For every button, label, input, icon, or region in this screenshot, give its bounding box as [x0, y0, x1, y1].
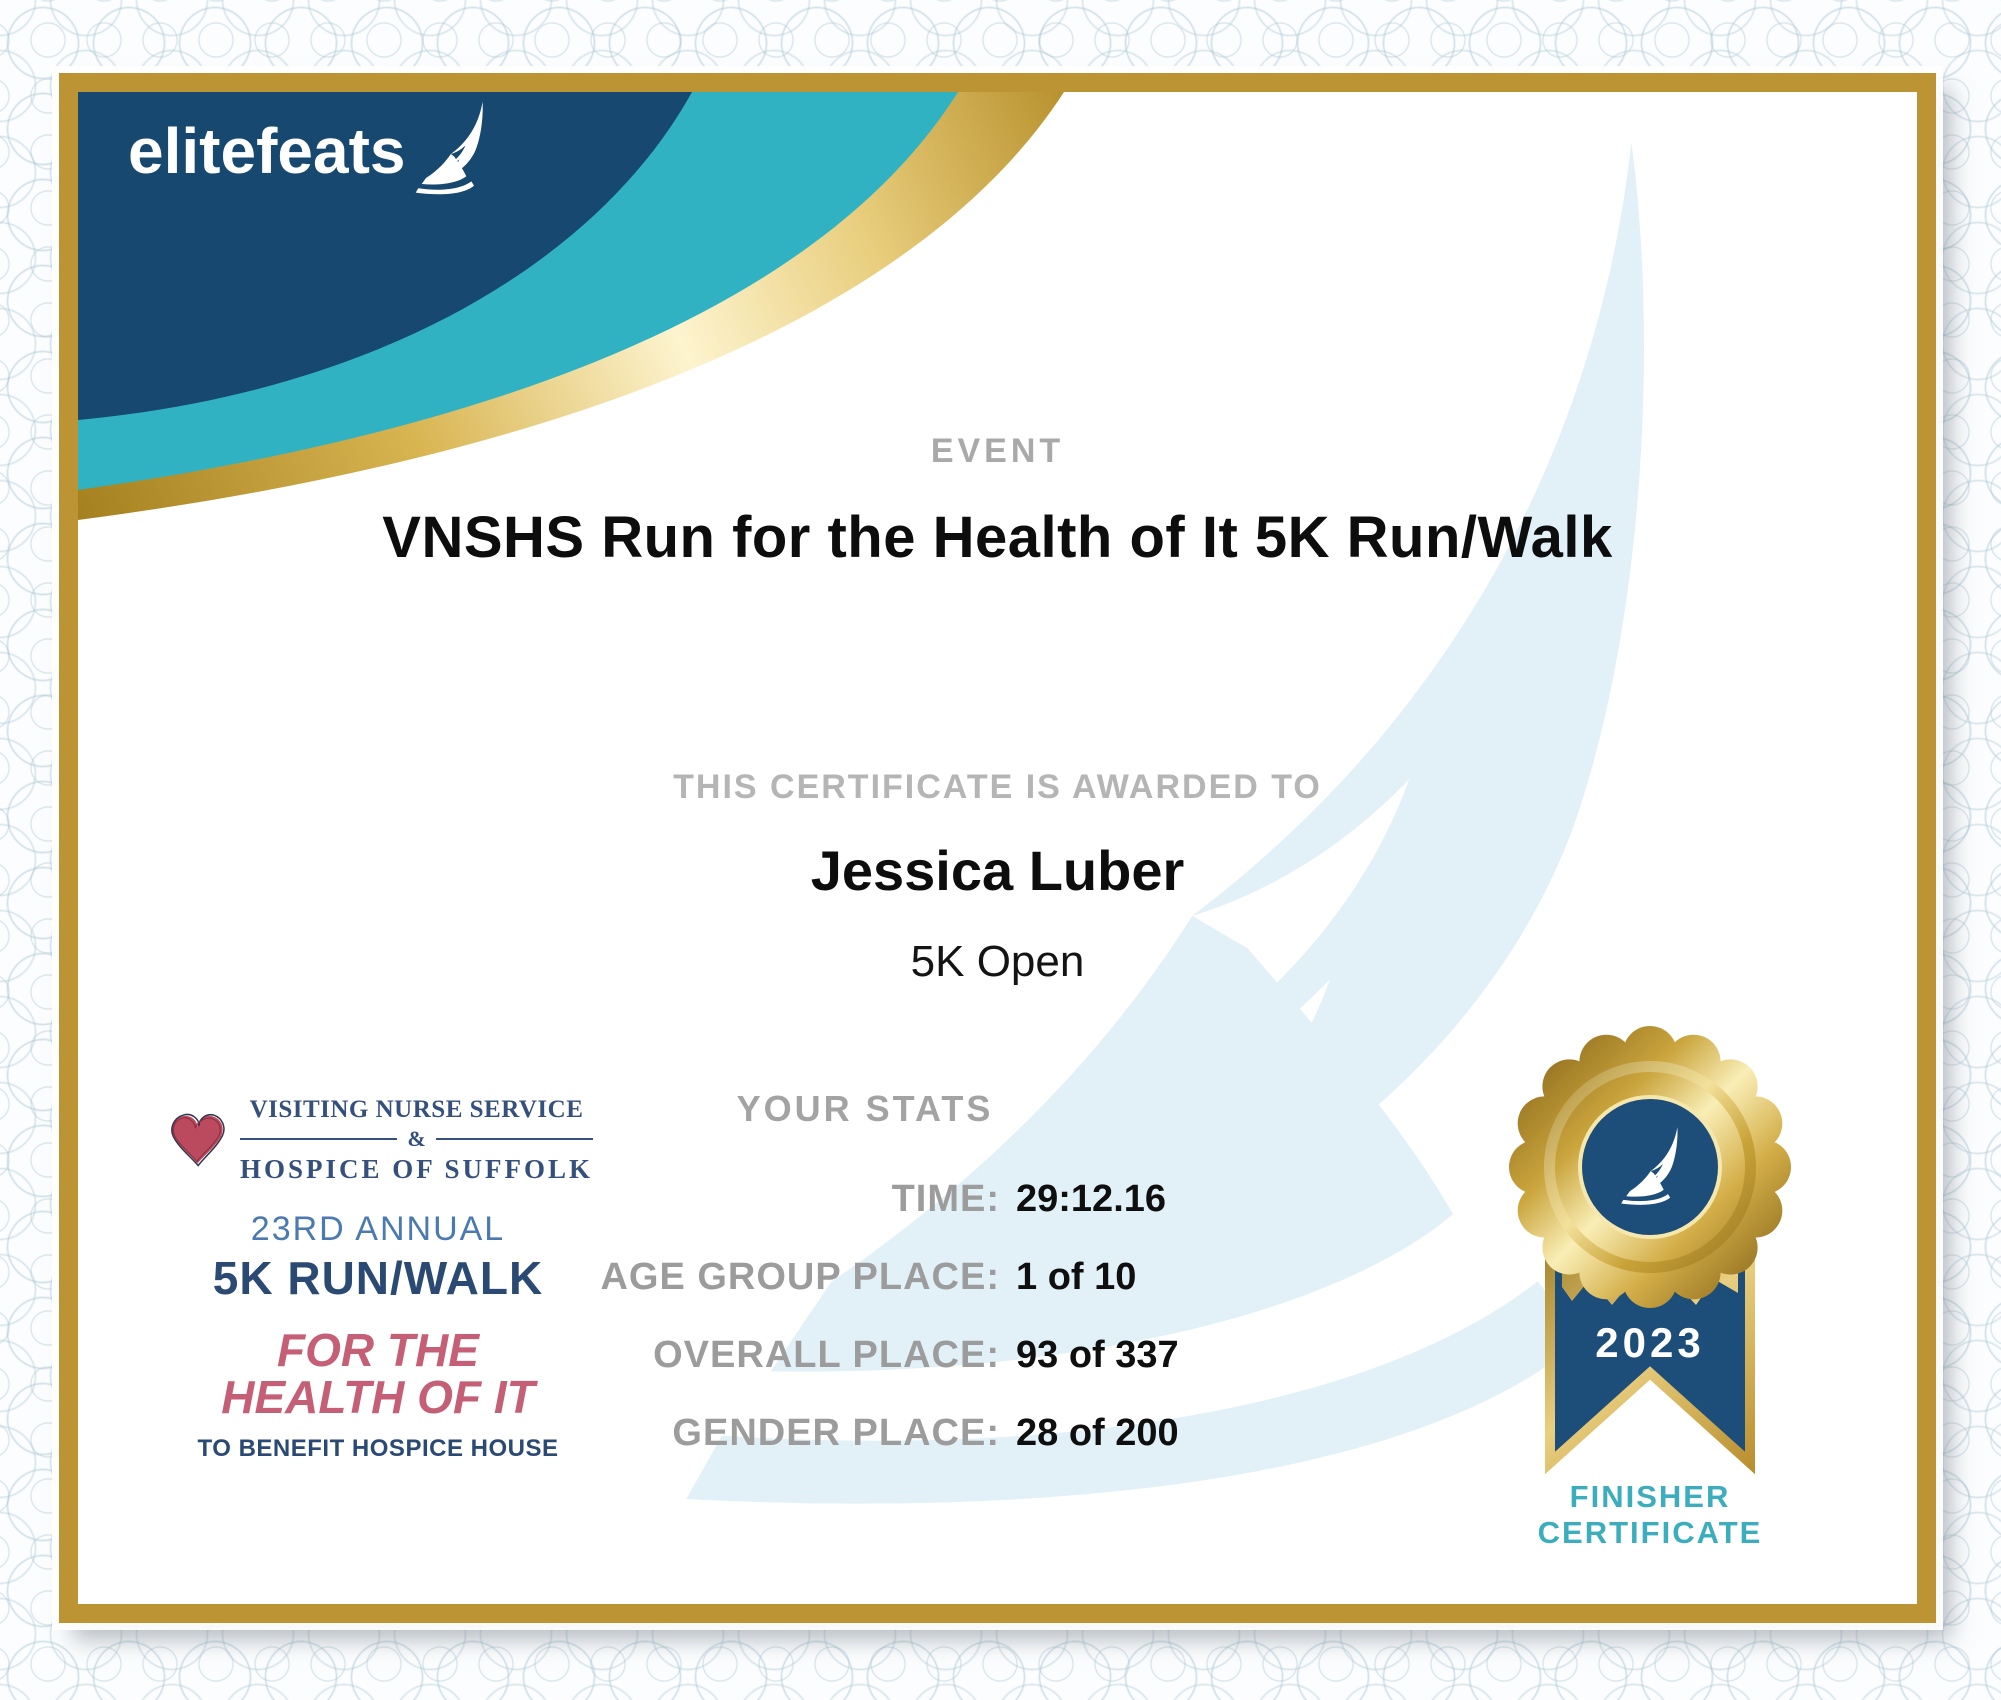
sponsor-org-line1: VISITING NURSE SERVICE — [249, 1095, 584, 1123]
sponsor-org-name — [240, 1096, 593, 1185]
stat-value: 29:12.16 — [1016, 1178, 1167, 1220]
finisher-caption-line2: CERTIFICATE — [1537, 1515, 1763, 1550]
ampersand: & — [407, 1125, 426, 1151]
medal-year: 2023 — [1595, 1319, 1705, 1366]
stat-value: 1 of 10 — [1016, 1256, 1137, 1298]
medal-center — [1582, 1099, 1718, 1235]
stat-value: 93 of 337 — [1016, 1334, 1179, 1376]
stat-label: TIME: — [891, 1178, 1000, 1220]
stat-label: AGE GROUP PLACE: — [600, 1256, 1000, 1298]
finisher-caption-line1: FINISHER — [1569, 1479, 1731, 1514]
finisher-medal — [1446, 1017, 1876, 1577]
sponsor-race: 5K RUN/WALK — [212, 1252, 544, 1304]
event-label: EVENT — [930, 432, 1065, 470]
stat-label: GENDER PLACE: — [672, 1412, 1000, 1454]
medal-rosette — [1509, 1026, 1791, 1308]
sponsor-benefit: TO BENEFIT HOSPICE HOUSE — [197, 1435, 559, 1463]
recipient-name: Jessica Luber — [810, 839, 1185, 902]
brand-logo — [128, 116, 493, 196]
award-intro: THIS CERTIFICATE IS AWARDED TO — [673, 768, 1322, 806]
sponsor-tagline-line2: HEALTH OF IT — [221, 1371, 535, 1423]
sponsor-block — [163, 1094, 593, 1463]
winged-foot-logo-icon — [407, 100, 493, 196]
certificate-frame — [59, 73, 1936, 1623]
event-title: VNSHS Run for the Health of It 5K Run/Walk — [382, 505, 1613, 570]
divider-line — [240, 1138, 397, 1140]
sponsor-org-divider — [240, 1126, 593, 1152]
stats-heading: YOUR STATS — [736, 1088, 994, 1129]
sponsor-annual: 23RD ANNUAL — [250, 1210, 506, 1248]
divider-line — [436, 1138, 593, 1140]
stat-label: OVERALL PLACE: — [653, 1334, 1000, 1376]
stat-value: 28 of 200 — [1016, 1412, 1179, 1454]
sponsor-tagline-line1: FOR THE — [277, 1324, 479, 1376]
sponsor-org-line2: HOSPICE OF SUFFOLK — [239, 1153, 593, 1184]
division-name: 5K Open — [910, 937, 1085, 986]
heart-icon — [163, 1094, 232, 1186]
brand-logo-text: elitefeats — [128, 115, 406, 187]
sponsor-logo — [163, 1094, 593, 1186]
